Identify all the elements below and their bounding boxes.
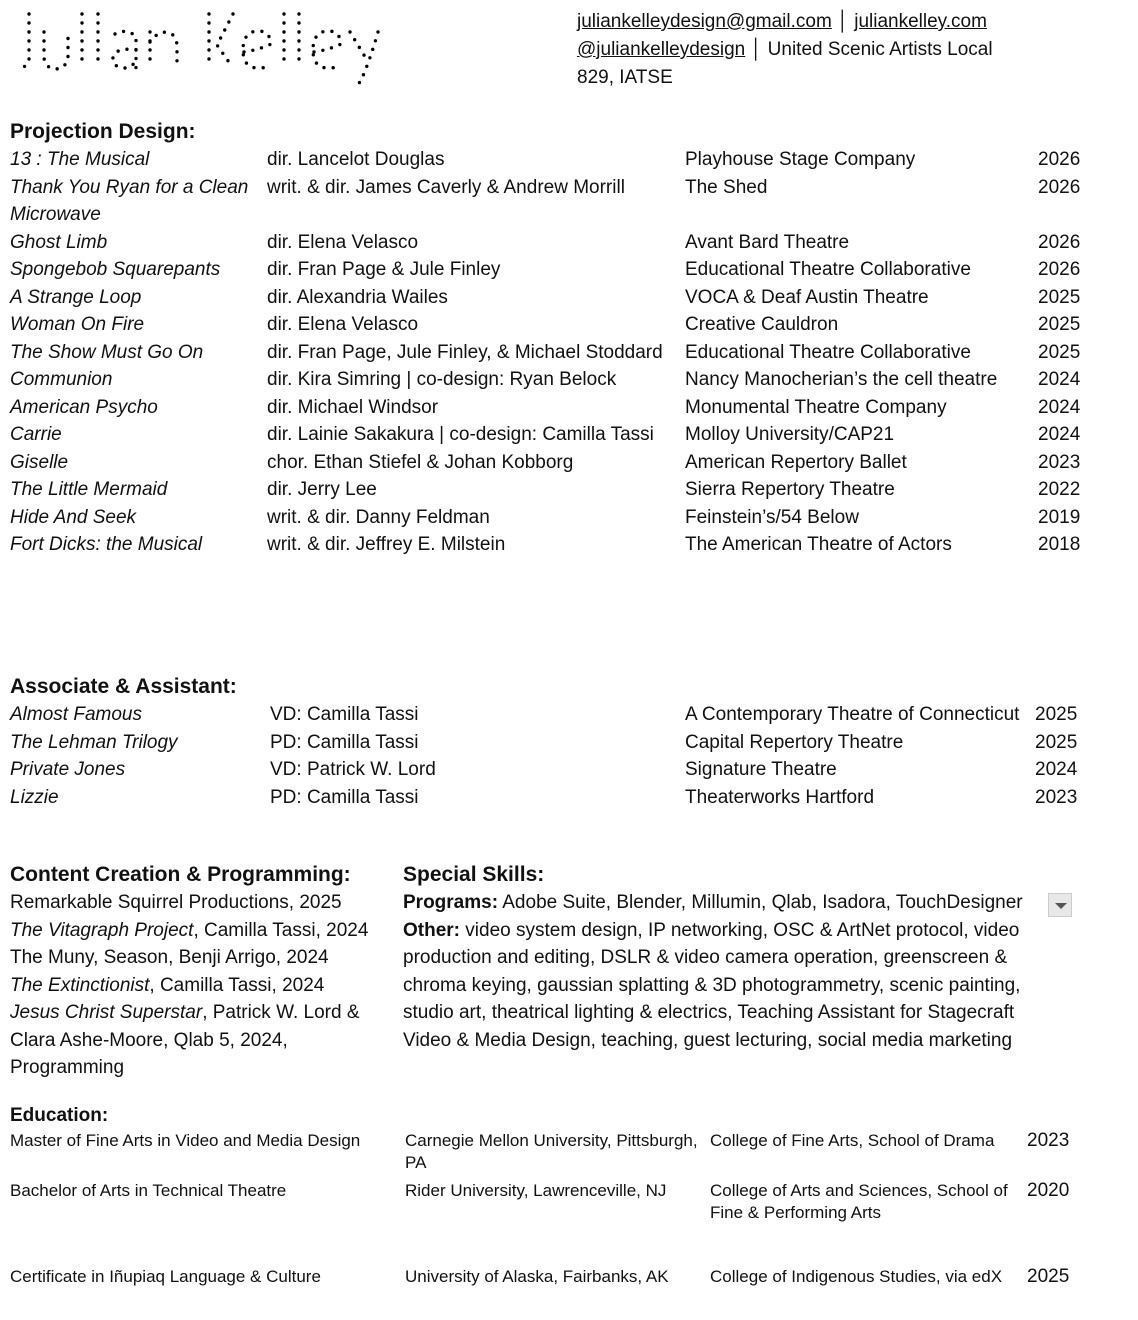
row-venue: Sierra Repertory Theatre (685, 479, 895, 500)
row-venue: A Contemporary Theatre of Connecticut (685, 704, 1020, 725)
section-heading: Associate & Assistant: (10, 675, 237, 698)
row-year: 2026 (1038, 259, 1081, 280)
content-item-text: , Camilla Tassi, 2024 (193, 919, 369, 941)
row-year: 2025 (1035, 731, 1078, 753)
row-title: Thank You Ryan for a Clean Microwave (10, 176, 249, 225)
row-venue: Educational Theatre Collaborative (685, 341, 971, 363)
row-title: Fort Dicks: the Musical (10, 534, 203, 555)
content-creation-section (10, 861, 380, 1082)
row-director: chor. Ethan Stiefel & Johan Kobborg (267, 451, 574, 473)
row-venue: Molloy University/CAP21 (685, 424, 895, 445)
row-year: 2022 (1038, 479, 1081, 500)
row-director: dir. Elena Velasco (267, 314, 419, 335)
row-year: 2019 (1038, 506, 1081, 528)
row-title: 13 : The Musical (10, 149, 150, 170)
row-year: 2024 (1038, 424, 1081, 445)
separator: │ (831, 11, 855, 32)
content-item-text: Remarkable Squirrel Productions, 2025 (10, 892, 342, 913)
row-title: Giselle (10, 451, 69, 473)
row-title: Carrie (10, 424, 62, 445)
row-director: dir. Alexandria Wailes (267, 286, 448, 308)
row-director: dir. Lainie Sakakura | co-design: Camilla Tassi (267, 424, 654, 445)
associate-section (10, 673, 1095, 811)
row-director: writ. & dir. Jeffrey E. Milstein (267, 534, 506, 555)
content-item-text: , Camilla Tassi, 2024 (149, 974, 325, 996)
row-venue: Capital Repertory Theatre (685, 731, 904, 753)
row-year: 2026 (1038, 149, 1081, 170)
content-item (10, 999, 380, 1082)
row-venue: Educational Theatre Collaborative (685, 259, 971, 280)
row-year: 2024 (1035, 759, 1078, 780)
row-year: 2025 (1038, 286, 1081, 308)
row-venue: Nancy Manocherian’s the cell theatre (685, 369, 998, 390)
row-title: The Show Must Go On (10, 341, 204, 363)
projection-design-section (10, 118, 1098, 559)
content-item-title: Jesus Christ Superstar (10, 1002, 203, 1023)
row-year: 2025 (1035, 704, 1078, 725)
row-director: University of Alaska, Fairbanks, AK (405, 1267, 669, 1286)
content-item-title: The Extinctionist (10, 974, 150, 996)
content-item-title: The Vitagraph Project (10, 919, 194, 941)
row-director: dir. Kira Simring | co-design: Ryan Belock (267, 369, 617, 390)
row-director: dir. Michael Windsor (267, 396, 439, 418)
row-title: Bachelor of Arts in Technical Theatre (10, 1181, 287, 1200)
row-venue: Creative Cauldron (685, 314, 839, 335)
row-venue: Playhouse Stage Company (685, 149, 916, 170)
row-director: Carnegie Mellon University, Pittsburgh, PA (405, 1131, 698, 1172)
row-venue: Avant Bard Theatre (685, 231, 850, 253)
row-venue: Theaterworks Hartford (685, 786, 875, 808)
row-year: 2023 (1035, 786, 1078, 808)
website-link[interactable]: juliankelley.com (854, 11, 987, 32)
other-text: video system design, IP networking, OSC & ArtNet protocol, video production and editing, DSLR & video camera operation, greenscreen & chroma keying, gaussian splatting & 3D photogrammetry, scenic painting, studio art, theatrical lighting & electrics, Teaching Assistant for Stagecraft Video & Media Design, teaching, guest lecturing, social media marketing (403, 919, 1021, 1051)
instagram-link[interactable]: @juliankelleydesign (577, 39, 746, 60)
row-title: The Lehman Trilogy (10, 731, 178, 753)
union-text: United Scenic Artists Local 829, IATSE (577, 39, 993, 88)
contact-info (577, 8, 1027, 92)
row-director: writ. & dir. James Caverly & Andrew Morrill (267, 176, 625, 198)
row-title: Lizzie (10, 786, 59, 808)
row-title: Certificate in Iñupiaq Language & Culture (10, 1267, 321, 1286)
row-venue: College of Indigenous Studies, via edX (710, 1267, 1003, 1286)
row-title: Woman On Fire (10, 314, 145, 335)
row-director: writ. & dir. Danny Feldman (267, 506, 490, 528)
row-year: 2026 (1038, 231, 1081, 253)
row-director: dir. Fran Page, Jule Finley, & Michael Stoddard (267, 341, 663, 363)
row-title: Communion (10, 369, 113, 390)
row-year: 2024 (1038, 369, 1081, 390)
row-venue: Monumental Theatre Company (685, 396, 947, 418)
row-director: dir. Lancelot Douglas (267, 149, 445, 170)
row-year: 2020 (1027, 1180, 1070, 1201)
row-title: Private Jones (10, 759, 126, 780)
section-heading: Projection Design: (10, 120, 196, 143)
row-director: PD: Camilla Tassi (270, 786, 419, 808)
row-year: 2023 (1027, 1130, 1070, 1151)
content-item (10, 889, 380, 917)
row-venue: The American Theatre of Actors (685, 534, 952, 555)
row-title: Almost Famous (10, 704, 142, 725)
row-year: 2018 (1038, 534, 1081, 555)
section-heading: Education: (10, 1105, 109, 1126)
row-year: 2025 (1038, 314, 1081, 335)
row-director: VD: Patrick W. Lord (270, 759, 436, 780)
row-director: Rider University, Lawrenceville, NJ (405, 1181, 667, 1200)
other-label: Other: (403, 919, 460, 941)
row-venue: Feinstein’s/54 Below (685, 506, 859, 528)
content-item-text: The Muny, Season, Benji Arrigo, 2024 (10, 947, 329, 968)
row-year: 2026 (1038, 176, 1081, 198)
row-title: American Psycho (10, 396, 158, 418)
dropdown-arrow-button[interactable] (1048, 893, 1072, 917)
logo-julian-kelley (0, 0, 430, 95)
row-venue: The Shed (685, 176, 768, 198)
row-year: 2025 (1038, 341, 1081, 363)
row-venue: Signature Theatre (685, 759, 837, 780)
row-year: 2024 (1038, 396, 1081, 418)
row-director: dir. Elena Velasco (267, 231, 419, 253)
row-title: The Little Mermaid (10, 479, 168, 500)
education-section (10, 1102, 1087, 1288)
row-year: 2025 (1027, 1266, 1070, 1287)
special-skills-section (403, 861, 1053, 1054)
content-item (10, 972, 380, 1000)
row-venue: College of Fine Arts, School of Drama (710, 1131, 995, 1150)
row-venue: VOCA & Deaf Austin Theatre (685, 286, 929, 308)
row-venue: College of Arts and Sciences, School of Fine & Performing Arts (710, 1181, 1008, 1222)
content-item (10, 917, 380, 945)
row-director: VD: Camilla Tassi (270, 704, 419, 725)
row-title: A Strange Loop (10, 286, 142, 308)
content-item-text: , Patrick W. Lord & Clara Ashe-Moore, Qlab 5, 2024, Programming (10, 1002, 360, 1078)
row-title: Hide And Seek (10, 506, 137, 528)
section-heading: Content Creation & Programming: (10, 863, 351, 886)
row-director: PD: Camilla Tassi (270, 731, 419, 753)
row-director: dir. Fran Page & Jule Finley (267, 259, 501, 280)
programs-text: Adobe Suite, Blender, Millumin, Qlab, Isadora, TouchDesigner (498, 892, 1023, 913)
section-heading: Special Skills: (403, 863, 545, 886)
row-year: 2023 (1038, 451, 1081, 473)
row-director: dir. Jerry Lee (267, 479, 377, 500)
row-title: Master of Fine Arts in Video and Media Design (10, 1131, 361, 1150)
email-link[interactable]: juliankelleydesign@gmail.com (577, 11, 832, 32)
programs-label: Programs: (403, 892, 499, 913)
row-title: Ghost Limb (10, 231, 108, 253)
row-title: Spongebob Squarepants (10, 259, 221, 280)
separator: │ (745, 39, 768, 60)
content-item (10, 944, 380, 972)
row-venue: American Repertory Ballet (685, 451, 907, 473)
